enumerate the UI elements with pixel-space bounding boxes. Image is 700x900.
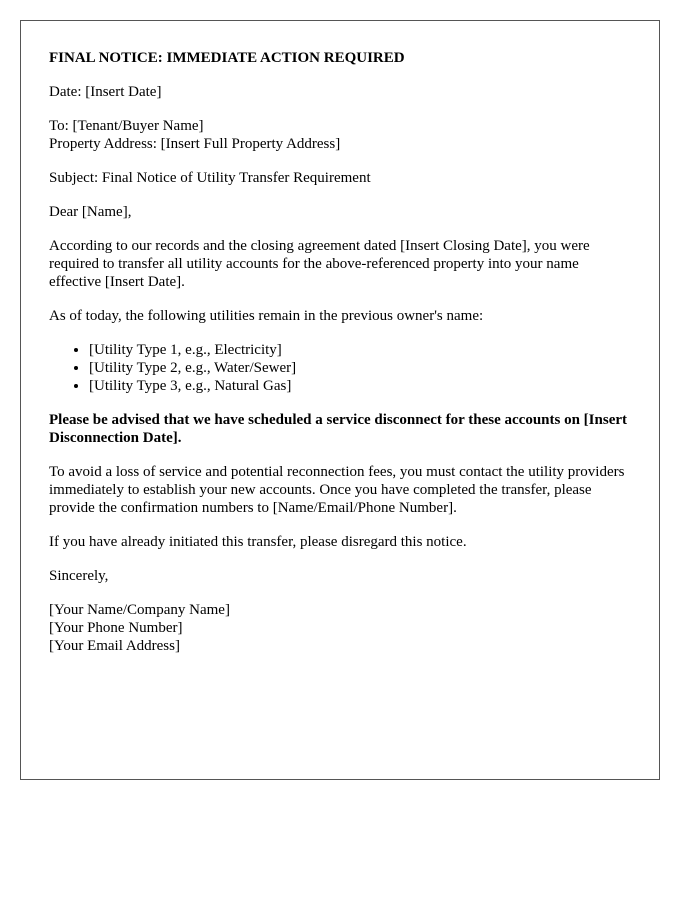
signature-phone: [Your Phone Number]	[49, 620, 183, 636]
disconnect-warning: Please be advised that we have scheduled a service disconnect for these accounts on [Insert Disconnection Date].	[49, 412, 628, 446]
letter-title: FINAL NOTICE: IMMEDIATE ACTION REQUIRED	[49, 50, 405, 66]
signature-block	[49, 601, 631, 655]
paragraph-disregard: If you have already initiated this transfer, please disregard this notice.	[49, 534, 467, 550]
notice-letter	[20, 20, 660, 780]
closing: Sincerely,	[49, 568, 109, 584]
utility-item: • [Utility Type 1, e.g., Electricity]	[89, 341, 631, 359]
date-line: Date: [Insert Date]	[49, 84, 162, 100]
paragraph-remaining-utilities: As of today, the following utilities remain in the previous owner's name:	[49, 308, 484, 324]
recipient-block	[49, 117, 631, 153]
salutation: Dear [Name],	[49, 204, 132, 220]
signature-email: [Your Email Address]	[49, 638, 180, 654]
utility-item: • [Utility Type 3, e.g., Natural Gas]	[89, 377, 631, 395]
to-line: To: [Tenant/Buyer Name]	[49, 118, 204, 134]
utility-item: • [Utility Type 2, e.g., Water/Sewer]	[89, 359, 631, 377]
utility-list	[49, 341, 631, 395]
paragraph-contact-providers: To avoid a loss of service and potential reconnection fees, you must contact the utility providers immediately to establish your new accounts. Once you have completed the transfer, please provide the confirmation numbers to [Name/Email/Phone Number].	[49, 464, 625, 516]
signature-name: [Your Name/Company Name]	[49, 602, 230, 618]
property-address-line: Property Address: [Insert Full Property Address]	[49, 136, 341, 152]
subject-line: Subject: Final Notice of Utility Transfer Requirement	[49, 170, 371, 186]
paragraph-closing-agreement: According to our records and the closing agreement dated [Insert Closing Date], you were required to transfer all utility accounts for the above-referenced property into your name effective [Insert Date].	[49, 238, 590, 290]
